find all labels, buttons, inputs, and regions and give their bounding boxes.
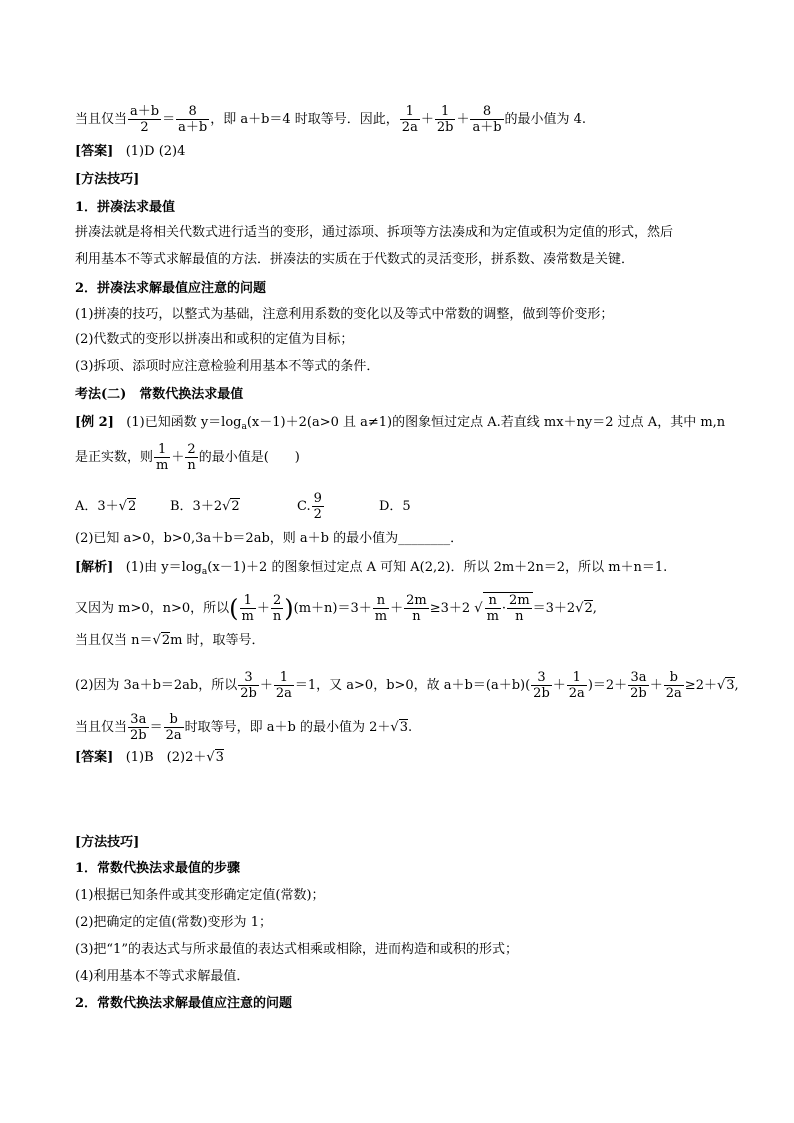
- numerator: 2: [271, 593, 283, 609]
- fraction: [470, 104, 503, 135]
- solution-line-1: [75, 559, 667, 581]
- radicand: 2: [161, 633, 171, 648]
- text: ＋: [649, 678, 663, 693]
- text: ＝: [149, 720, 163, 735]
- text: ＋: [390, 601, 404, 616]
- numerator: 8: [470, 104, 503, 120]
- text: ≥2＋: [684, 678, 717, 693]
- section-title: 2．拼凑法求解最值应注意的问题: [75, 281, 267, 296]
- text: ，即 a＋b＝4 时取等号．因此，: [210, 112, 399, 127]
- text: m 时，取等号．: [170, 633, 265, 648]
- denominator: m: [374, 609, 388, 624]
- numerator: 1: [154, 442, 170, 458]
- fraction: [128, 104, 161, 135]
- text: 时取等号，即 a＋b 的最小值为 2＋: [184, 720, 391, 735]
- fraction: [531, 670, 552, 701]
- paragraph-line: 拼凑法就是将相关代数式进行适当的变形，通过添项、拆项等方法凑成和为定值或积为定值的形式，然后: [75, 225, 674, 240]
- text: (1)由 y＝log: [125, 560, 202, 575]
- example-2-line-2: [75, 442, 300, 473]
- text: 当且仅当: [75, 720, 128, 735]
- list-item: (3)拆项、添项时应注意检验利用基本不等式的条件．: [75, 359, 380, 374]
- answer-text: (1)B (2)2＋: [125, 750, 207, 765]
- numerator: 3a: [128, 712, 149, 728]
- text: 的最小值为 4.: [504, 112, 587, 127]
- denominator: 2a: [275, 686, 292, 701]
- denominator: 2a: [568, 686, 585, 701]
- solution-line-4: (2)因为 3a＋b＝2ab，所以 $\frac{3}{2b}$ ＋ $\frac{1}{2a}$ ＝1，又 a>0，b>0，故 a＋b＝(a＋b)( $\frac{3}{2b}$ ＋ $\frac{1}{2a}$ )＝2＋ $\frac{3a}{2b}$ ＋ $\frac{b}{2a}$ ≥2＋√3,: [75, 670, 739, 701]
- text: (2)因为 3a＋b＝2ab，所以: [75, 678, 238, 693]
- text: (m＋n)＝3＋: [293, 601, 372, 616]
- radicand: 2: [127, 499, 137, 514]
- numerator: 1: [274, 670, 294, 686]
- section-title: 1．常数代换法求最值的步骤: [75, 861, 241, 876]
- numerator: a＋b: [130, 104, 160, 119]
- answer-2: [答案] (1)B (2)2＋√3: [75, 750, 224, 765]
- text: ＋: [256, 601, 270, 616]
- option-a: A．3＋√2: [75, 499, 137, 514]
- fraction: [238, 670, 259, 701]
- numerator: 2m: [406, 593, 427, 608]
- denominator: 2a: [401, 120, 418, 135]
- section-title: 1．拼凑法求最值: [75, 200, 176, 215]
- numerator: 2m: [509, 593, 530, 608]
- radicand: 2: [584, 601, 593, 616]
- denominator: 2b: [436, 120, 454, 135]
- denominator: m: [156, 458, 169, 473]
- numerator: 1: [400, 104, 420, 120]
- text: ＋: [420, 112, 434, 127]
- list-item: (1)拼凑的技巧，以整式为基础，注意利用系数的变化以及等式中常数的调整，做到等价变形；: [75, 307, 614, 322]
- numerator: n: [373, 593, 389, 609]
- text: 当且仅当: [75, 112, 128, 127]
- denominator: 2: [313, 507, 322, 522]
- text: ＋: [259, 678, 273, 693]
- answer-tag: [答案]: [75, 144, 114, 159]
- numerator: n: [485, 593, 501, 609]
- text: ＝1，又 a>0，b>0，故 a＋b＝(a＋b)(: [294, 678, 531, 693]
- denominator: 2b: [130, 728, 147, 743]
- answer-1: [75, 143, 185, 161]
- option-d: D．5: [379, 499, 411, 514]
- text: .: [407, 720, 413, 735]
- radical: [483, 592, 533, 624]
- solution-tag: [解析]: [75, 560, 114, 575]
- denominator: 2b: [240, 686, 257, 701]
- numerator: 3: [531, 670, 552, 686]
- denominator: n: [187, 458, 196, 473]
- fraction: [312, 491, 324, 522]
- fraction: [373, 593, 389, 624]
- option-text: C.: [297, 499, 311, 514]
- radicand: 3: [399, 720, 408, 735]
- fraction: [507, 593, 532, 624]
- text: (x－1)＋2 的图象恒过定点 A 可知 A(2,2)．所以 2m＋2n＝2，所以 m＋n＝1.: [207, 560, 668, 575]
- fraction: [240, 593, 256, 624]
- radicand: 3: [215, 750, 224, 765]
- answer-tag: [答案]: [75, 750, 114, 765]
- method-tips-title: [方法技巧]: [75, 172, 140, 187]
- paragraph-line: 利用基本不等式求解最值的方法．拼凑法的实质在于代数式的灵活变形，拼系数、凑常数是关键．: [75, 252, 635, 267]
- fraction: [435, 104, 456, 135]
- radicand: 3: [726, 678, 735, 693]
- example-2-line-1: [75, 414, 725, 436]
- fraction: [128, 712, 149, 743]
- radicand: 2: [231, 499, 240, 514]
- list-item: (4)利用基本不等式求解最值．: [75, 969, 250, 984]
- option-c: [297, 491, 379, 522]
- denominator: a＋b: [472, 120, 502, 135]
- fraction: [164, 712, 184, 743]
- fraction: [176, 104, 209, 135]
- denominator: a＋b: [178, 120, 208, 135]
- fraction: [567, 670, 587, 701]
- fraction: [185, 442, 197, 473]
- text: ＝3＋2: [532, 601, 576, 616]
- fraction: [404, 593, 429, 624]
- fraction: [271, 593, 283, 624]
- fraction: [154, 442, 170, 473]
- denominator: n: [412, 609, 421, 624]
- solution-line-5: 当且仅当 $\frac{3a}{2b}$ ＝ $\frac{b}{2a}$ 时取等号，即 a＋b 的最小值为 2＋√3.: [75, 712, 413, 743]
- numerator: 3: [238, 670, 259, 686]
- text: ＋: [456, 112, 470, 127]
- numerator: 2: [185, 442, 197, 458]
- numerator: 8: [176, 104, 209, 120]
- text: ·: [501, 601, 507, 616]
- text: )＝2＋: [587, 678, 628, 693]
- example-2-question-2: (2)已知 a>0，b>0,3a＋b＝2ab，则 a＋b 的最小值为________．: [75, 531, 464, 546]
- text: ＝: [162, 112, 176, 127]
- list-item: (2)代数式的变形以拼凑出和或积的定值为目标；: [75, 332, 354, 347]
- text: ≥3＋2: [429, 601, 471, 616]
- denominator: n: [515, 609, 524, 624]
- answer-text: (1)D (2)4: [125, 144, 186, 159]
- text: ,: [734, 678, 739, 693]
- text: ＋: [552, 678, 566, 693]
- option-text: B．3＋2: [170, 499, 223, 514]
- equality-condition-line: [75, 104, 586, 135]
- solution-line-2: 又因为 m>0，n>0，所以( $\frac{1}{m}$ ＋ $\frac{2}{n}$ )(m＋n)＝3＋ $\frac{n}{m}$ ＋ $\frac{2m}{n}$ ≥3＋2 √ $\frac{n}{m}$ · $\frac{2m}{n}$ ＝3＋2√2,: [75, 593, 597, 624]
- text: ＋: [171, 450, 185, 465]
- numerator: 3a: [628, 670, 649, 686]
- denominator: 2a: [165, 728, 182, 743]
- list-item: (3)把“1”的表达式与所求最值的表达式相乘或相除，进而构造和或积的形式；: [75, 942, 518, 957]
- list-item: (2)把确定的定值(常数)变形为 1；: [75, 915, 272, 930]
- fraction: [628, 670, 649, 701]
- options-row: [75, 491, 411, 522]
- numerator: 1: [435, 104, 456, 120]
- denominator: 2b: [533, 686, 550, 701]
- subscript: a: [201, 567, 208, 577]
- numerator: 1: [240, 593, 256, 609]
- solution-line-3: 当且仅当 n＝√2m 时，取等号．: [75, 633, 265, 648]
- text: (1)已知函数 y＝log: [126, 415, 242, 430]
- fraction: [664, 670, 684, 701]
- denominator: m: [486, 609, 499, 624]
- fraction: [274, 670, 294, 701]
- text: 又因为 m>0，n>0，所以: [75, 601, 230, 616]
- option-b: B．3＋2√2: [170, 499, 240, 514]
- text: ,: [592, 601, 597, 616]
- text: (x－1)＋2(a>0 且 a≠1)的图象恒过定点 A.若直线 mx＋ny＝2 过点 A，其中 m,n: [246, 415, 726, 430]
- denominator: n: [272, 609, 282, 624]
- numerator: b: [664, 670, 684, 686]
- method-heading: 考法(二) 常数代换法求最值: [75, 387, 244, 402]
- option-text: A．3＋: [75, 499, 119, 514]
- fraction: [485, 593, 501, 624]
- example-tag: [例 2]: [75, 415, 114, 430]
- numerator: 9: [313, 491, 322, 506]
- section-title: 2．常数代换法求解最值应注意的问题: [75, 996, 293, 1011]
- denominator: 2: [140, 120, 149, 135]
- text: 是正实数，则: [75, 450, 154, 465]
- text: 当且仅当 n＝: [75, 633, 153, 648]
- fraction: [400, 104, 420, 135]
- numerator: b: [164, 712, 184, 728]
- text: 的最小值是( ): [198, 450, 300, 465]
- subscript: a: [241, 422, 247, 432]
- denominator: 2b: [630, 686, 647, 701]
- denominator: m: [241, 609, 254, 624]
- denominator: 2a: [665, 686, 682, 701]
- list-item: (1)根据已知条件或其变形确定定值(常数)；: [75, 888, 325, 903]
- numerator: 1: [567, 670, 587, 686]
- method-tips-title: [方法技巧]: [75, 835, 140, 850]
